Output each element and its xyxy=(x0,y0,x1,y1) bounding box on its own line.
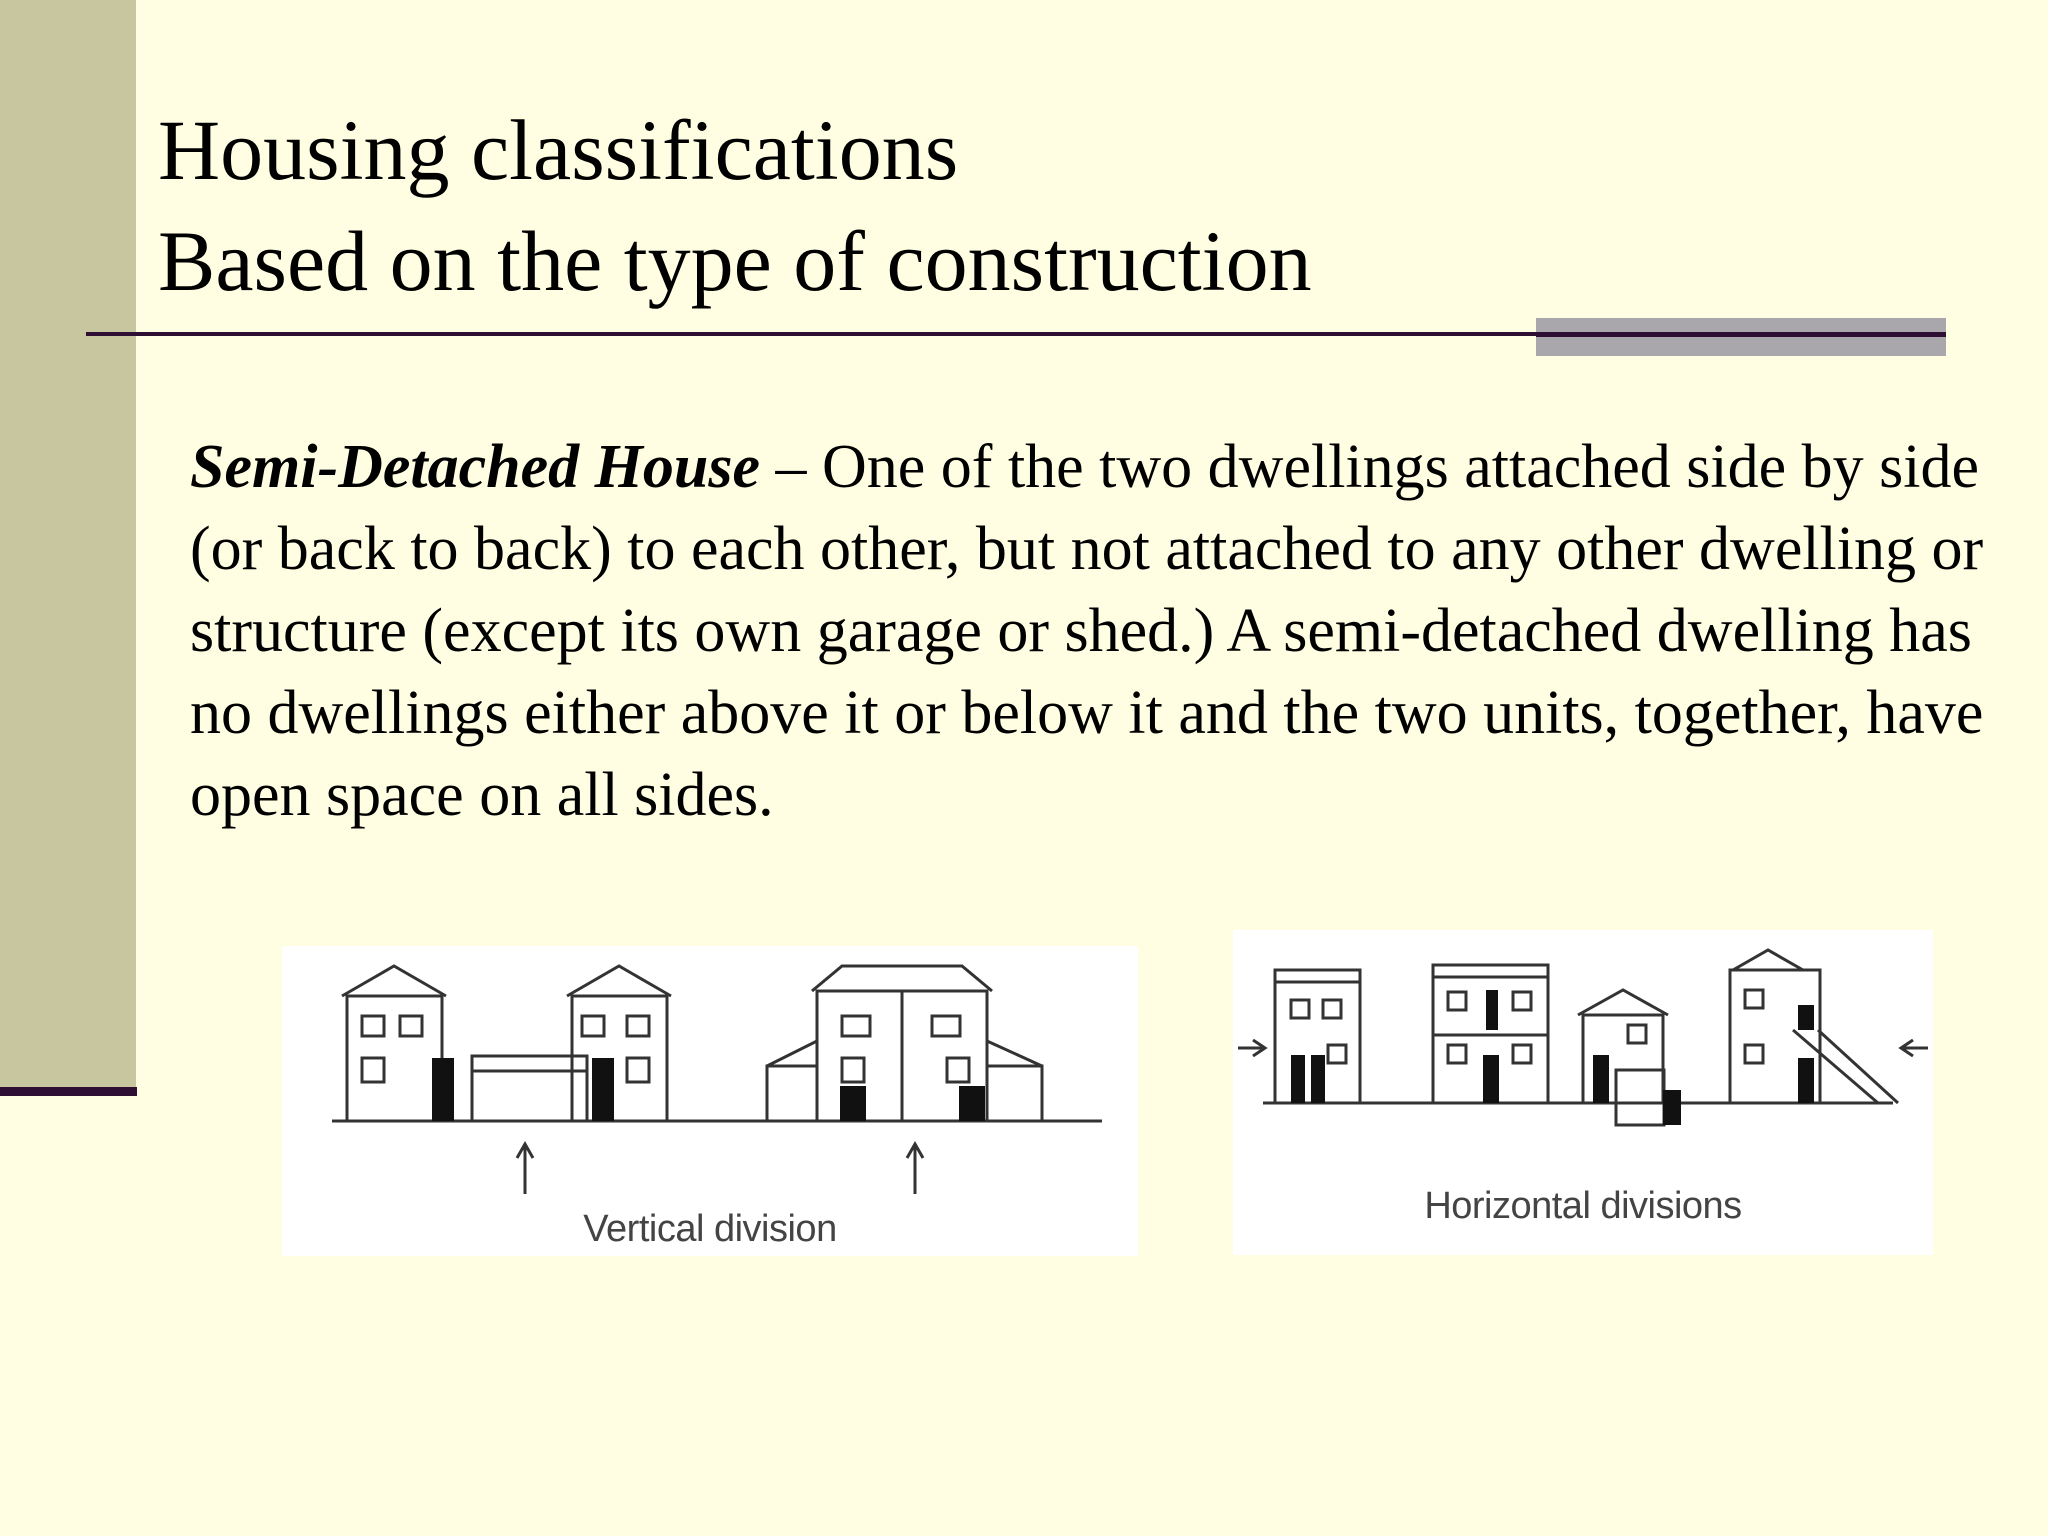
title-line-2: Based on the type of construction xyxy=(158,213,1312,309)
title-line-1: Housing classifications xyxy=(158,102,959,198)
title-accent-line xyxy=(1536,333,1946,337)
vertical-division-caption: Vertical division xyxy=(583,1208,837,1250)
title-accent-bar xyxy=(1536,318,1946,356)
sidebar-rule xyxy=(0,1087,137,1096)
definition-paragraph xyxy=(190,426,2040,836)
definition-text: – One of the two dwellings attached side by side (or back to back) to each other, but not attached to any other dwelling or structure (except its own garage or shed.) A semi-detached dwelling has no dwellings either above it or below it and the two units, together, have open space on all sides. xyxy=(190,433,1984,829)
definition-term: Semi-Detached House xyxy=(190,433,760,501)
left-sidebar-band xyxy=(0,0,136,1090)
horizontal-divisions-caption: Horizontal divisions xyxy=(1424,1185,1742,1227)
slide-title xyxy=(158,95,1958,317)
